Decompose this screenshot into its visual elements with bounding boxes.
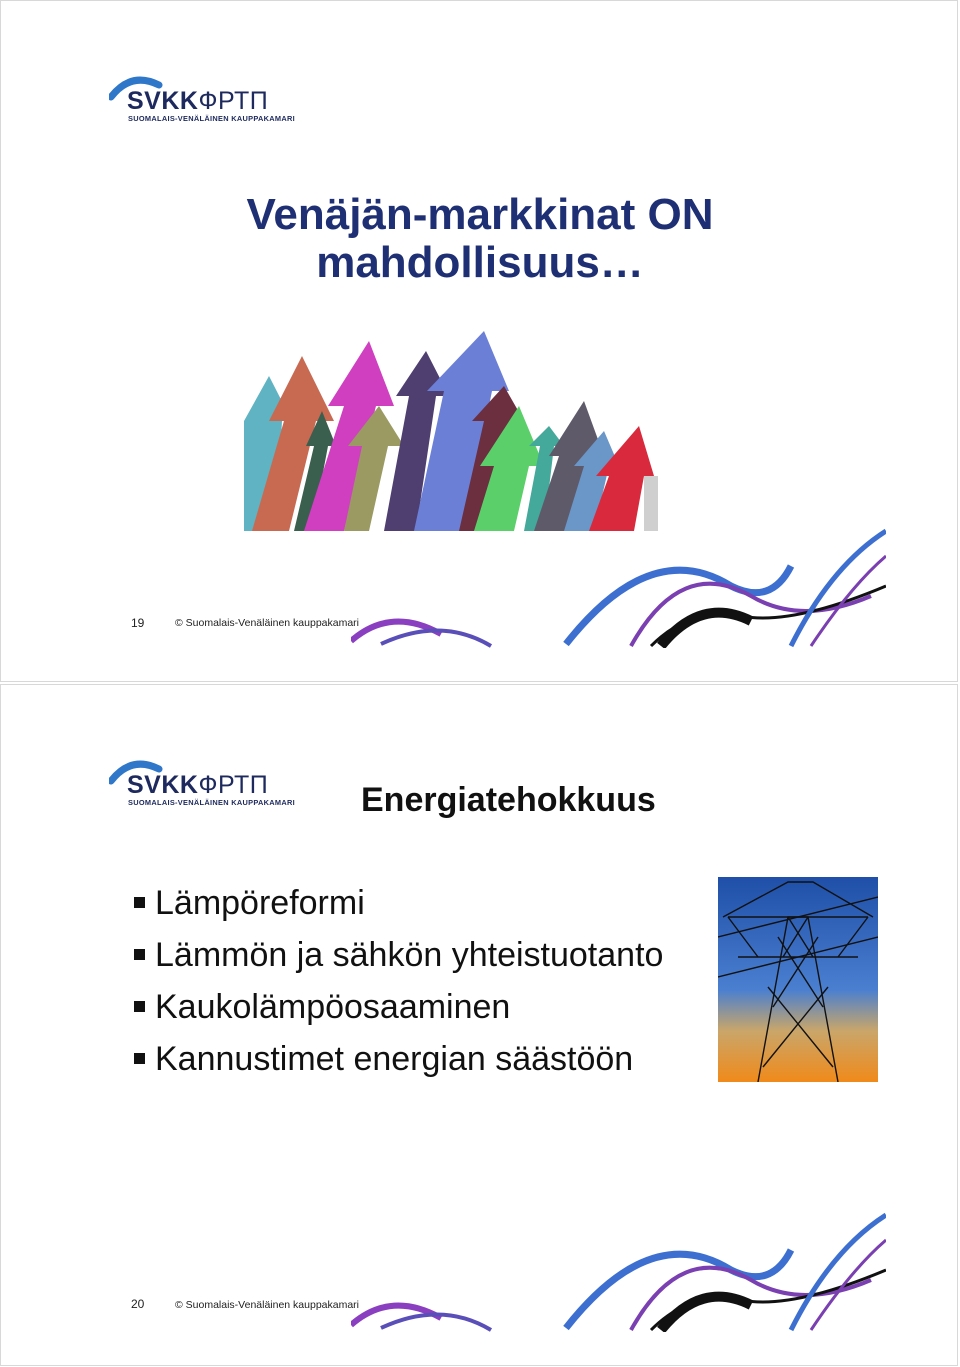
svkk-logo — [109, 753, 296, 809]
footer-swoosh-icon — [351, 526, 886, 648]
bullet-square-icon — [134, 1001, 145, 1012]
bullet-item: Lämpöreformi — [131, 877, 663, 929]
bullet-square-icon — [134, 897, 145, 908]
logo-word-bold: SVKK — [127, 771, 199, 799]
slide-19 — [0, 0, 958, 682]
rising-arrows-image — [244, 326, 658, 531]
copyright-text: © Suomalais-Venäläinen kauppakamari — [175, 1299, 360, 1311]
copyright-text: © Suomalais-Venäläinen kauppakamari — [175, 617, 360, 629]
bullet-square-icon — [134, 1053, 145, 1064]
svkk-logo — [109, 69, 296, 125]
slide-20 — [0, 684, 958, 1366]
page-number: 19 — [131, 616, 145, 630]
bullet-list — [131, 877, 663, 1085]
footer-swoosh-icon — [351, 1210, 886, 1332]
slide-title — [1, 191, 958, 287]
title-line-1: Venäjän-markkinat ON — [246, 190, 714, 239]
logo-subtitle: SUOMALAIS-VENÄLÄINEN KAUPPAKAMARI — [128, 114, 296, 123]
power-pylon-image — [718, 877, 878, 1082]
bullet-item: Lämmön ja sähkön yhteistuotanto — [131, 929, 663, 981]
logo-word-thin: ФРТП — [198, 771, 269, 799]
bullet-square-icon — [134, 949, 145, 960]
logo-subtitle: SUOMALAIS-VENÄLÄINEN KAUPPAKAMARI — [128, 798, 296, 807]
bullet-item: Kannustimet energian säästöön — [131, 1033, 663, 1085]
title-line-2: mahdollisuus… — [316, 238, 644, 287]
slide-title: Energiatehokkuus — [361, 781, 656, 819]
bullet-item: Kaukolämpöosaaminen — [131, 981, 663, 1033]
logo-word-bold: SVKK — [127, 87, 199, 115]
logo-word-thin: ФРТП — [198, 87, 269, 115]
page-number: 20 — [131, 1297, 145, 1311]
